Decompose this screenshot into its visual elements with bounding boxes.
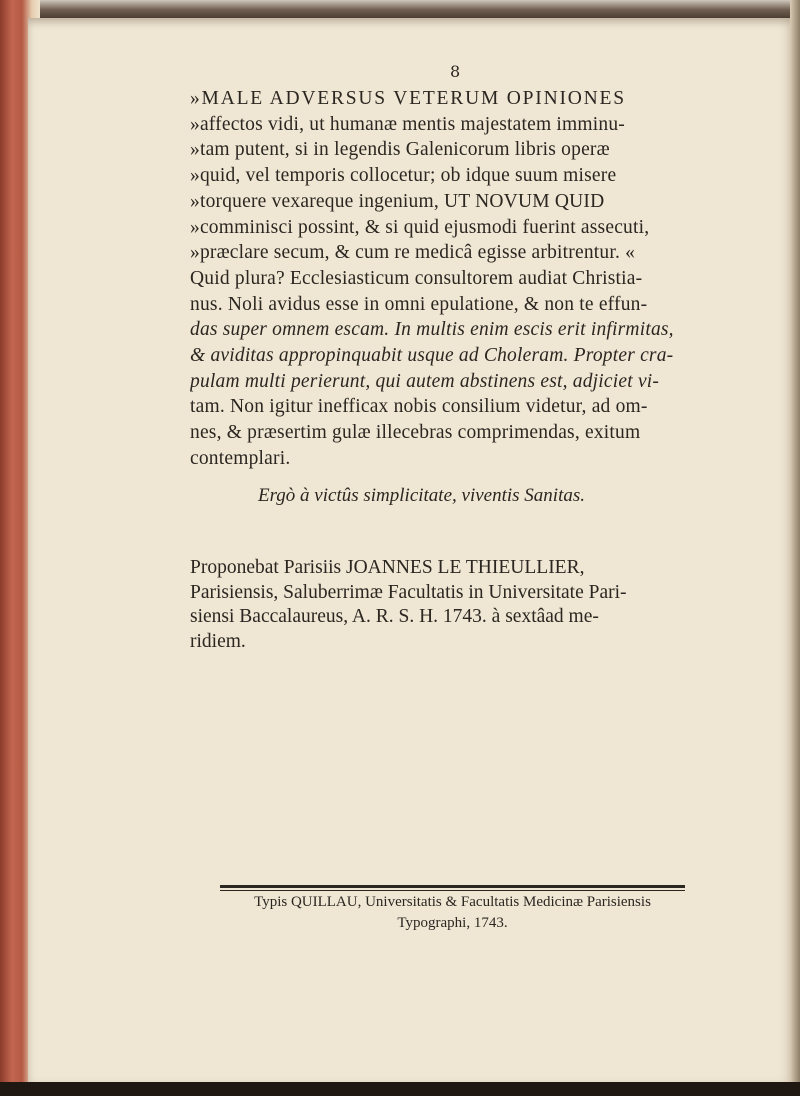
conclusion-line: Ergò à victûs simplicitate, viventis Sanitas.	[258, 485, 585, 506]
body-line: »comminisci possint, & si quid ejusmodi fuerint assecuti,	[190, 216, 650, 238]
proponebat-block	[190, 556, 745, 654]
proponebat-line: Parisiensis, Saluberrimæ Facultatis in Universitate Pari-	[190, 581, 627, 603]
proponebat-line: Proponebat Parisiis JOANNES LE THIEULLIER,	[190, 557, 585, 578]
body-line: & aviditas appropinquabit usque ad Choleram. Propter cra-	[190, 345, 674, 367]
body-line: nus. Noli avidus esse in omni epulatione, & non te effun-	[190, 293, 648, 315]
body-text	[190, 86, 745, 472]
book-bottom-edge	[0, 1082, 800, 1096]
body-line: nes, & præsertim gulæ illecebras comprimendas, exitum	[190, 422, 641, 444]
imprint-line: Typographi, 1743.	[397, 915, 508, 931]
page-number: 8	[450, 62, 461, 81]
body-line: »affectos vidi, ut humanæ mentis majestatem imminu-	[190, 113, 625, 135]
body-line: »præclare secum, & cum re medicâ egisse arbitrentur. «	[190, 242, 636, 264]
body-line: pulam multi perierunt, qui autem abstinens est, adjiciet vi-	[190, 370, 660, 392]
body-line: Quid plura? Ecclesiasticum consultorem audiat Christia-	[190, 267, 643, 289]
body-line: »MALE ADVERSUS VETERUM OPINIONES	[190, 88, 626, 109]
proponebat-line: ridiem.	[190, 630, 246, 652]
body-line: das super omnem escam. In multis enim escis erit infirmitas,	[190, 319, 674, 341]
imprint-rule-thin	[220, 890, 685, 891]
body-line: tam. Non igitur inefficax nobis consilium videtur, ad om-	[190, 396, 648, 418]
imprint-rule	[220, 885, 685, 888]
imprint	[220, 892, 685, 934]
book-right-edge	[790, 0, 800, 1096]
body-line: »torquere vexareque ingenium, UT NOVUM QUID	[190, 190, 605, 212]
imprint-line: Typis QUILLAU, Universitatis & Facultatis Medicinæ Parisiensis	[254, 894, 651, 910]
body-line: »tam putent, si in legendis Galenicorum libris operæ	[190, 139, 610, 161]
body-line: »quid, vel temporis collocetur; ob idque suum misere	[190, 165, 617, 187]
proponebat-line: siensi Baccalaureus, A. R. S. H. 1743. à sextâad me-	[190, 606, 599, 627]
body-line: contemplari.	[190, 447, 291, 469]
